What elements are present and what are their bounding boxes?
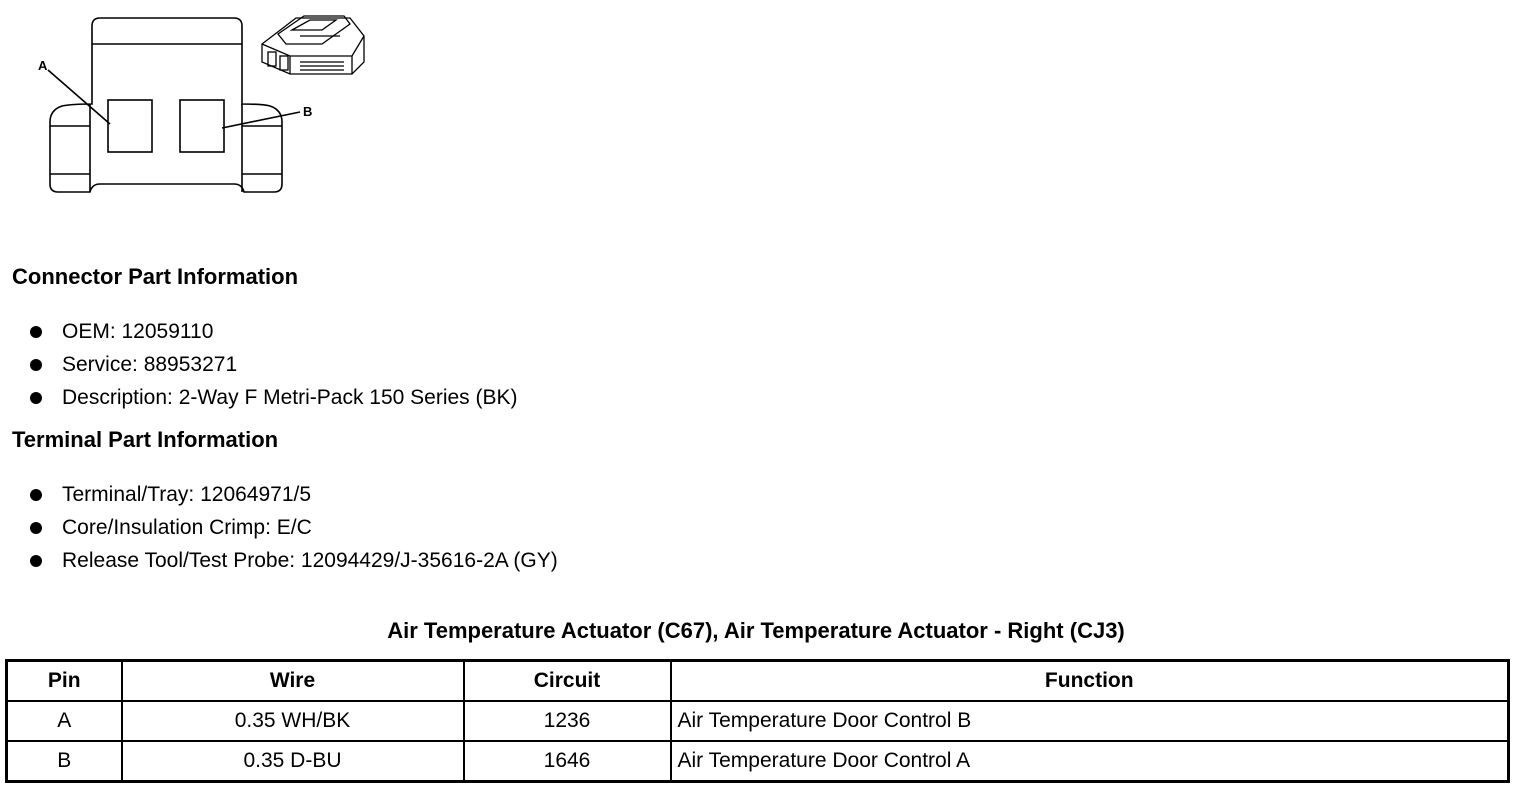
connector-info-list xyxy=(30,319,518,418)
list-item xyxy=(30,319,518,352)
bullet-icon xyxy=(30,326,42,338)
pin-table xyxy=(5,659,1510,783)
bullet-icon xyxy=(30,359,42,371)
list-item xyxy=(30,385,518,418)
table-header-row xyxy=(7,661,1509,702)
connector-iso-icon xyxy=(262,16,364,74)
terminal-crimp: Core/Insulation Crimp: E/C xyxy=(62,516,312,539)
cell-wire: 0.35 D-BU xyxy=(122,741,464,782)
cell-circuit: 1236 xyxy=(464,701,671,741)
table-row xyxy=(7,701,1509,741)
bullet-icon xyxy=(30,392,42,404)
table-row xyxy=(7,741,1509,782)
connector-diagram xyxy=(0,0,380,210)
table-title: Air Temperature Actuator (C67), Air Temperature Actuator - Right (CJ3) xyxy=(387,618,1125,643)
terminal-tray: Terminal/Tray: 12064971/5 xyxy=(62,483,312,506)
header-wire: Wire xyxy=(122,661,464,702)
cell-pin: A xyxy=(7,701,122,741)
cell-pin: B xyxy=(7,741,122,782)
list-item xyxy=(30,548,558,581)
list-item xyxy=(30,482,558,515)
list-item xyxy=(30,515,558,548)
pin-label-a: A xyxy=(38,58,48,73)
bullet-icon xyxy=(30,522,42,534)
cavity-b xyxy=(180,100,224,152)
connector-description: Description: 2-Way F Metri-Pack 150 Series (BK) xyxy=(62,386,518,409)
header-circuit: Circuit xyxy=(464,661,671,702)
cavity-a xyxy=(108,100,152,152)
terminal-release-tool: Release Tool/Test Probe: 12094429/J-35616-2A (GY) xyxy=(62,549,558,572)
list-item xyxy=(30,352,518,385)
connector-service: Service: 88953271 xyxy=(62,353,238,376)
bullet-icon xyxy=(30,489,42,501)
cell-wire: 0.35 WH/BK xyxy=(122,701,464,741)
header-pin: Pin xyxy=(7,661,122,702)
cell-function: Air Temperature Door Control A xyxy=(671,741,1509,782)
connector-section-title: Connector Part Information xyxy=(12,264,299,289)
terminal-section-title: Terminal Part Information xyxy=(12,427,279,452)
pin-label-b: B xyxy=(303,104,313,119)
terminal-info-list xyxy=(30,482,558,581)
bullet-icon xyxy=(30,555,42,567)
cell-circuit: 1646 xyxy=(464,741,671,782)
connector-oem: OEM: 12059110 xyxy=(62,320,214,343)
header-function: Function xyxy=(671,661,1509,702)
cell-function: Air Temperature Door Control B xyxy=(671,701,1509,741)
